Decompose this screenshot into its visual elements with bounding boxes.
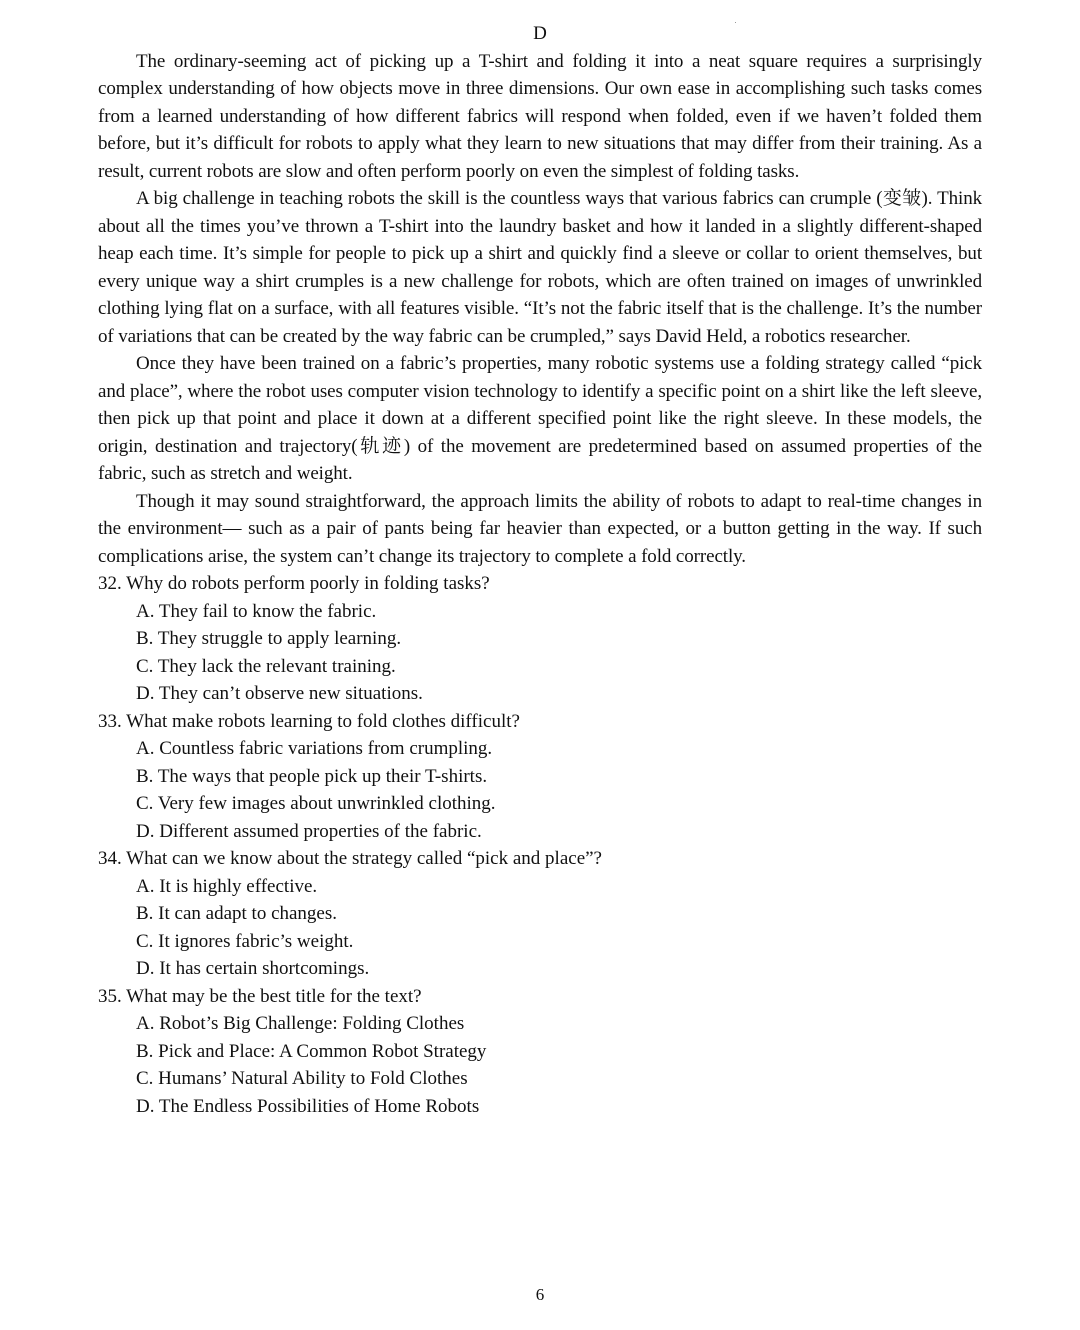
- option-b: B. Pick and Place: A Common Robot Strategy: [136, 1040, 487, 1062]
- document-page: [98, 20, 982, 1120]
- option-b: B. It can adapt to changes.: [136, 903, 338, 924]
- question-35: [98, 983, 982, 1121]
- question-list: [98, 570, 982, 1120]
- option-list: [98, 598, 982, 708]
- question-32: [98, 570, 982, 708]
- option-d: D. The Endless Possibilities of Home Robots: [136, 1095, 480, 1117]
- question-stem: 33. What make robots learning to fold clothes difficult?: [98, 710, 520, 732]
- passage-paragraph-1: The ordinary-seeming act of picking up a T-shirt and folding it into a neat square requires a surprisingly complex understanding of how objects move in three dimensions. Our own ease in accomplishing such tasks comes from a learned understanding of how different fabrics will respond when folded, even if we haven’t folded them before, but it’s difficult for robots to apply what they learn to new situations that may differ from their training. As a result, current robots are slow and often perform poorly on even the simplest of folding tasks.: [98, 50, 982, 182]
- question-stem: 34. What can we know about the strategy called “pick and place”?: [98, 848, 602, 869]
- question-stem: 35. What may be the best title for the text?: [98, 985, 422, 1007]
- option-d: D. They can’t observe new situations.: [136, 683, 423, 704]
- option-b: B. They struggle to apply learning.: [136, 628, 402, 649]
- page-number: 6: [535, 1285, 545, 1304]
- option-b: B. The ways that people pick up their T-shirts.: [136, 765, 488, 787]
- option-c: C. Humans’ Natural Ability to Fold Clothes: [136, 1068, 468, 1089]
- option-a: A. Robot’s Big Challenge: Folding Clothes: [136, 1013, 465, 1034]
- option-a: A. They fail to know the fabric.: [136, 600, 377, 622]
- option-a: A. It is highly effective.: [136, 875, 318, 897]
- question-33: [98, 708, 982, 846]
- passage-paragraph-2: A big challenge in teaching robots the skill is the countless ways that various fabrics can crumple (变皱). Think about all the times you’ve thrown a T-shirt into the laundry basket and how it landed in a slightly different-shaped heap each time. It’s simple for people to pick up a shirt and quickly find a sleeve or collar to orient themselves, but every unique way a shirt crumples is a new challenge for robots, which are often trained on images of unwrinkled clothing lying flat on a surface, with all features visible. “It’s not the fabric itself that is the challenge. It’s the number of variations that can be created by the way fabric can be crumpled,” says David Held, a robotics researcher.: [98, 188, 982, 347]
- section-letter: D: [533, 23, 547, 44]
- option-list: [98, 873, 982, 983]
- reading-passage: [98, 48, 982, 571]
- option-list: [98, 1010, 982, 1120]
- option-a: A. Countless fabric variations from crumpling.: [136, 738, 493, 759]
- option-c: C. Very few images about unwrinkled clothing.: [136, 793, 496, 814]
- passage-paragraph-4: Though it may sound straightforward, the approach limits the ability of robots to adapt to real-time changes in the environment— such as a pair of pants being far heavier than expected, or a button getting in the way. If such complications arise, the system can’t change its trajectory to complete a fold correctly.: [98, 490, 982, 567]
- option-d: D. It has certain shortcomings.: [136, 958, 370, 979]
- option-c: C. It ignores fabric’s weight.: [136, 930, 354, 952]
- option-d: D. Different assumed properties of the fabric.: [136, 820, 482, 842]
- question-34: [98, 845, 982, 983]
- option-c: C. They lack the relevant training.: [136, 655, 396, 677]
- option-list: [98, 735, 982, 845]
- passage-paragraph-3: Once they have been trained on a fabric’s properties, many robotic systems use a folding strategy called “pick and place”, where the robot uses computer vision technology to identify a specific point on a shirt like the left sleeve, then pick up that point and place it down at a different specified point like the right sleeve. In these models, the origin, destination and trajectory(轨迹) of the movement are predetermined based on assumed properties of the fabric, such as stretch and weight.: [98, 353, 982, 484]
- question-stem: 32. Why do robots perform poorly in folding tasks?: [98, 573, 490, 594]
